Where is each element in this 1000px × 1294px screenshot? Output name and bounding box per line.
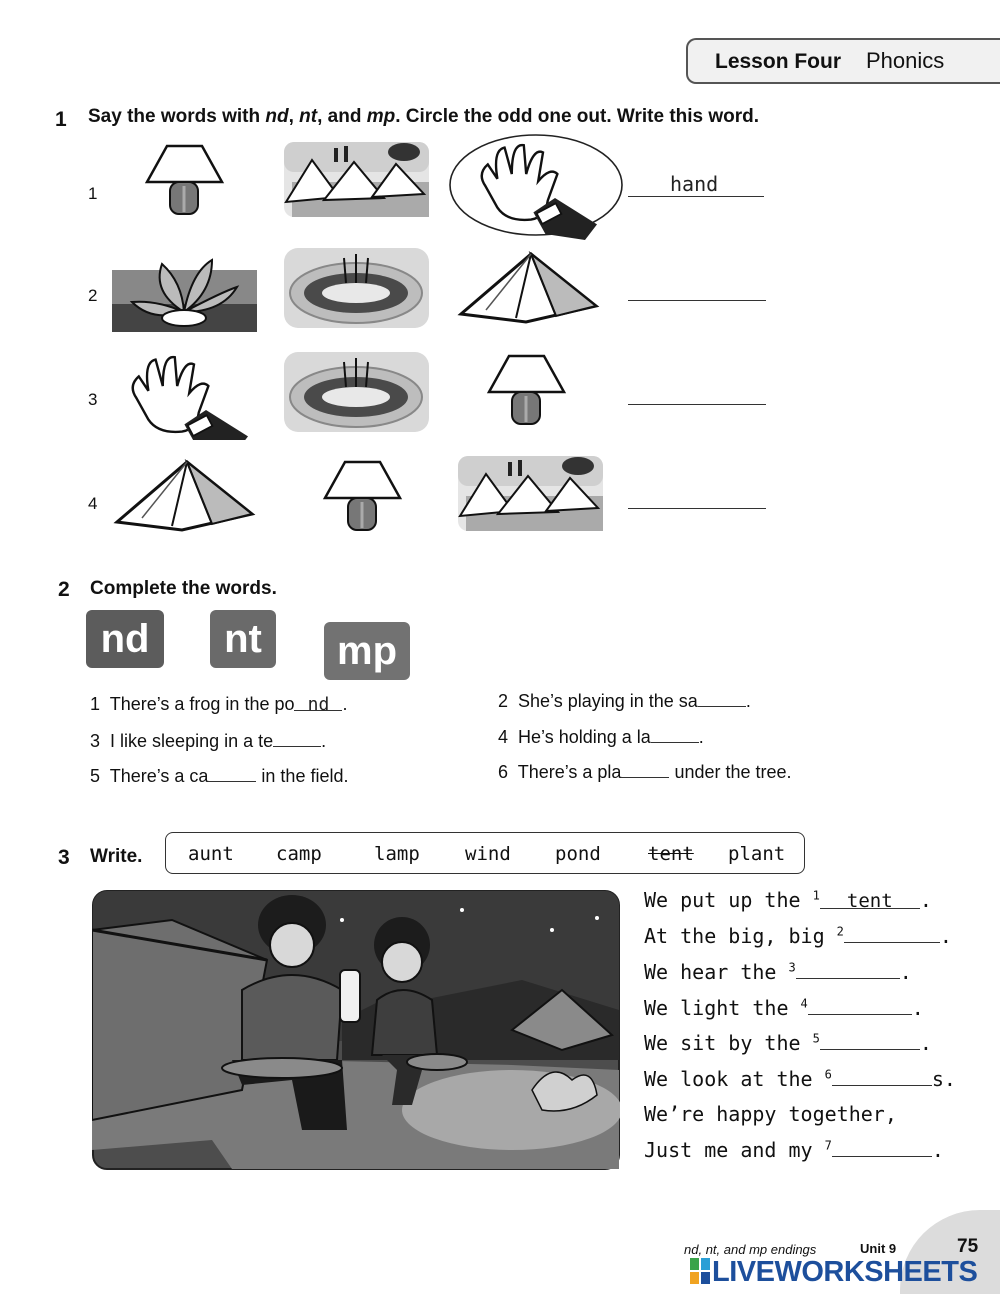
- lamp-picture[interactable]: [142, 142, 232, 222]
- poem-blank-1[interactable]: tent: [820, 890, 920, 909]
- camping-scene-picture: [92, 890, 620, 1170]
- poem-blank-3[interactable]: [796, 960, 900, 979]
- exercise-1-number: 1: [55, 108, 67, 131]
- sentence-2: 2 She’s playing in the sa .: [498, 691, 751, 711]
- lesson-header-tab: [686, 38, 1000, 84]
- poem-blank-7[interactable]: [832, 1138, 932, 1157]
- word-tent-crossed: tent: [648, 843, 694, 865]
- footer-unit: Unit 9: [860, 1241, 897, 1256]
- tent-picture[interactable]: [112, 452, 264, 540]
- exercise-1-instruction: Say the words with nd, nt, and mp. Circle the odd one out. Write this word.: [88, 106, 760, 127]
- word-plant: plant: [728, 843, 786, 865]
- poem-blank-5[interactable]: [820, 1031, 920, 1050]
- row-number: 3: [88, 390, 98, 409]
- poem-blank-2[interactable]: [844, 924, 940, 943]
- badge-nt: nt: [210, 610, 276, 668]
- topic-label: Phonics: [866, 48, 945, 73]
- poem-line-7: We’re happy together,: [644, 1102, 897, 1126]
- poem-line-6: We look at the $^6$ s.: [644, 1067, 956, 1091]
- blank-4[interactable]: [651, 726, 699, 743]
- pond-picture[interactable]: [284, 248, 432, 330]
- badge-nd: nd: [86, 610, 164, 668]
- exercise-3-instruction: Write.: [90, 846, 143, 867]
- answer-1-text: hand: [670, 172, 719, 196]
- answer-line-2[interactable]: [628, 300, 766, 301]
- lamp-picture[interactable]: [320, 458, 410, 538]
- poem-line-2: At the big, big $^2$ .: [644, 924, 952, 948]
- answer-line-1[interactable]: [628, 196, 764, 197]
- poem-line-4: We light the $^4$ .: [644, 996, 924, 1020]
- row-number: 2: [88, 286, 98, 305]
- camp-picture[interactable]: [284, 142, 432, 222]
- blank-1[interactable]: nd: [294, 694, 342, 711]
- exercise-2-number: 2: [58, 578, 70, 601]
- sentence-3: 3 I like sleeping in a te .: [90, 731, 327, 751]
- liveworksheets-wordmark: LIVEWORKSHEETS: [712, 1256, 978, 1288]
- word-camp: camp: [276, 843, 322, 865]
- word-wind: wind: [465, 843, 511, 865]
- row-number: 4: [88, 494, 98, 513]
- poem-line-8: Just me and my $^7$ .: [644, 1138, 944, 1162]
- poem-line-1: We put up the $^1$ tent .: [644, 888, 932, 912]
- word-lamp: lamp: [374, 843, 420, 865]
- sentence-4: 4 He’s holding a la .: [498, 727, 704, 747]
- word-pond: pond: [555, 843, 601, 865]
- exercise-2-instruction: Complete the words.: [90, 578, 277, 599]
- poem-line-3: We hear the $^3$ .: [644, 960, 912, 984]
- blank-6[interactable]: [621, 761, 669, 778]
- blank-2[interactable]: [698, 690, 746, 707]
- sentence-1: 1 There’s a frog in the po nd .: [90, 694, 348, 715]
- row-number: 1: [88, 184, 98, 203]
- answer-line-4[interactable]: [628, 508, 766, 509]
- sentence-6: 6 There’s a pla under the tree.: [498, 762, 792, 782]
- badge-mp: mp: [324, 622, 410, 680]
- liveworksheets-grid-icon: [690, 1258, 712, 1286]
- exercise-3-number: 3: [58, 846, 70, 869]
- poem-blank-4[interactable]: [808, 996, 912, 1015]
- hand-picture-circled[interactable]: [446, 130, 626, 240]
- blank-5[interactable]: [208, 765, 256, 782]
- sentence-5: 5 There’s a ca in the field.: [90, 766, 349, 786]
- hand-picture[interactable]: [122, 350, 252, 440]
- pond-picture[interactable]: [284, 352, 432, 434]
- footer-topic: nd, nt, and mp endings: [684, 1242, 817, 1257]
- answer-line-3[interactable]: [628, 404, 766, 405]
- poem-blank-6[interactable]: [832, 1067, 932, 1086]
- lesson-label: Lesson Four: [715, 50, 842, 73]
- poem-line-5: We sit by the $^5$ .: [644, 1031, 932, 1055]
- blank-3[interactable]: [273, 730, 321, 747]
- word-aunt: aunt: [188, 843, 234, 865]
- page-number: 75: [957, 1236, 979, 1257]
- plant-picture[interactable]: [112, 252, 260, 332]
- camp-picture[interactable]: [458, 456, 606, 536]
- tent-picture[interactable]: [456, 244, 604, 332]
- lamp-picture[interactable]: [484, 352, 574, 432]
- word-box: [165, 832, 805, 874]
